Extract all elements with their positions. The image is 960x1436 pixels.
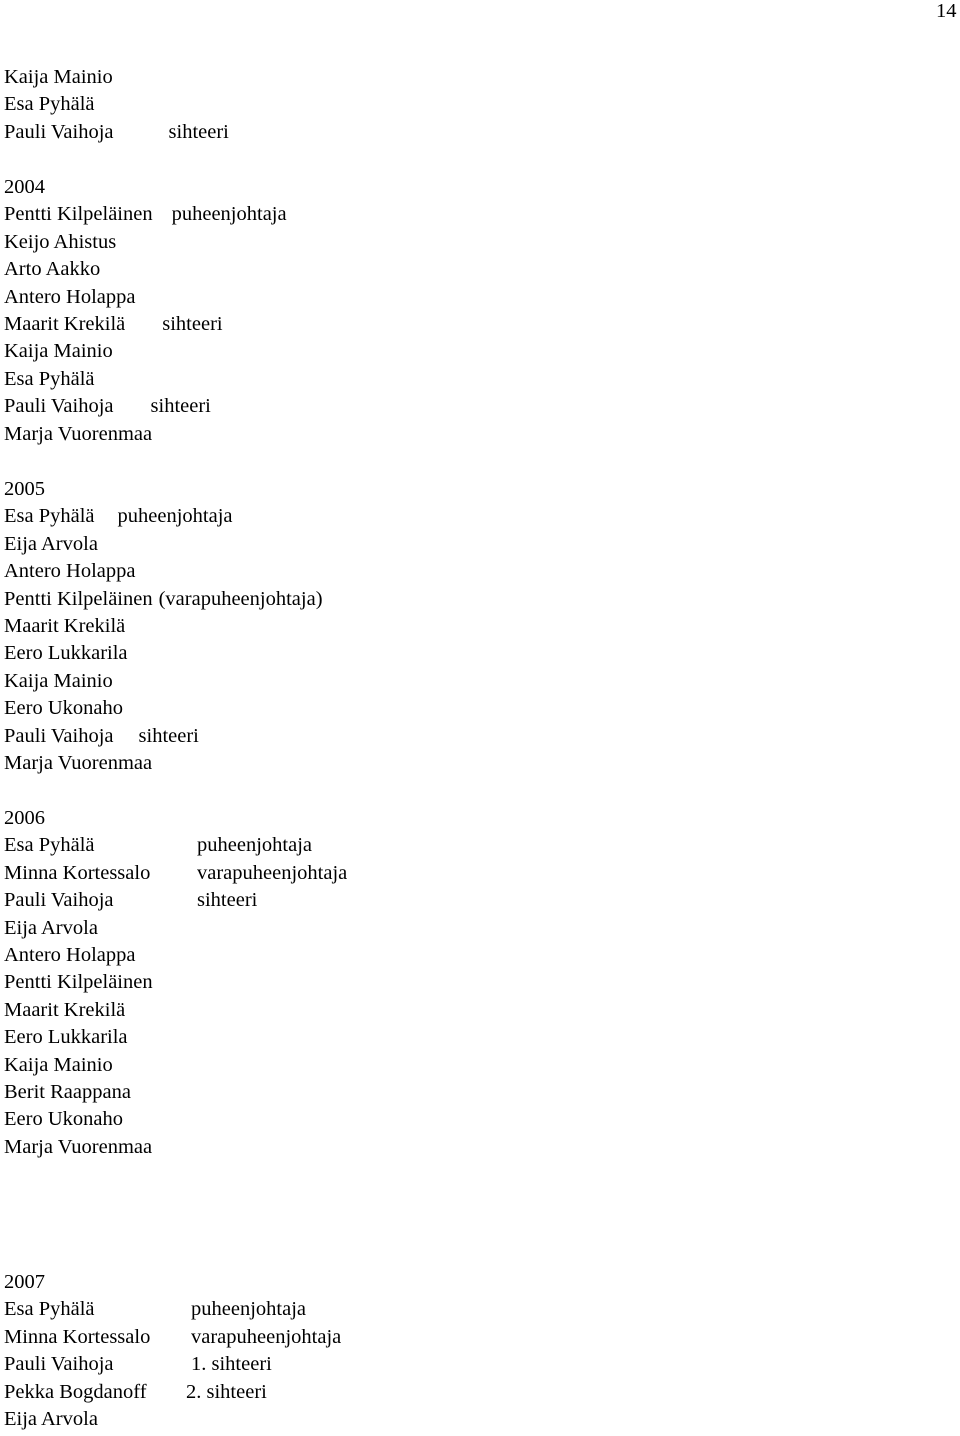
member-name: Minna Kortessalo xyxy=(4,861,151,884)
member-line xyxy=(4,1324,341,1351)
member-line xyxy=(4,969,347,996)
member-name: Esa Pyhälä xyxy=(4,367,95,390)
member-line xyxy=(4,1106,347,1133)
member-line xyxy=(4,64,229,91)
member-name: Pauli Vaihoja xyxy=(4,724,114,747)
member-name: Eija Arvola xyxy=(4,532,98,555)
member-line xyxy=(4,586,323,613)
member-name: Pauli Vaihoja xyxy=(4,1353,114,1376)
member-role: 1. sihteeri xyxy=(191,1353,272,1376)
member-name: Marja Vuorenmaa xyxy=(4,422,153,445)
member-name: Eero Ukonaho xyxy=(4,697,123,720)
member-line xyxy=(4,311,287,338)
member-role: varapuheenjohtaja xyxy=(197,861,348,884)
member-name: Eero Lukkarila xyxy=(4,642,128,665)
member-name: Eija Arvola xyxy=(4,1407,98,1430)
member-name: Pentti Kilpeläinen xyxy=(4,203,153,226)
member-role: (varapuheenjohtaja) xyxy=(158,587,323,610)
member-line xyxy=(4,421,287,448)
member-name: Antero Holappa xyxy=(4,943,136,966)
member-line xyxy=(4,915,347,942)
member-line xyxy=(4,860,347,887)
member-role: puheenjohtaja xyxy=(191,1298,306,1321)
member-line xyxy=(4,366,287,393)
member-name: Maarit Krekilä xyxy=(4,312,126,335)
page-number: 14 xyxy=(936,0,957,22)
member-name: Esa Pyhälä xyxy=(4,505,95,528)
member-line xyxy=(4,201,287,228)
member-line xyxy=(4,256,287,283)
member-role: sihteeri xyxy=(168,120,229,143)
member-role: puheenjohtaja xyxy=(117,505,233,528)
member-line xyxy=(4,942,347,969)
member-role: sihteeri xyxy=(150,395,211,418)
member-line xyxy=(4,91,229,118)
member-line xyxy=(4,1024,347,1051)
member-line xyxy=(4,1134,347,1161)
member-name: Esa Pyhälä xyxy=(4,93,95,116)
member-line xyxy=(4,531,323,558)
continuation-block xyxy=(4,64,229,146)
year-heading: 2006 xyxy=(4,807,45,829)
member-name: Pauli Vaihoja xyxy=(4,889,114,912)
member-line xyxy=(4,1079,347,1106)
member-line xyxy=(4,997,347,1024)
member-line xyxy=(4,1296,341,1323)
member-line xyxy=(4,832,347,859)
year-heading: 2005 xyxy=(4,478,45,500)
member-line xyxy=(4,750,323,777)
member-name: Antero Holappa xyxy=(4,560,136,583)
member-name: Kaija Mainio xyxy=(4,1053,113,1076)
member-name: Marja Vuorenmaa xyxy=(4,1135,153,1158)
member-name: Eero Ukonaho xyxy=(4,1108,123,1131)
member-name: Eija Arvola xyxy=(4,916,98,939)
member-role: puheenjohtaja xyxy=(197,834,312,857)
member-line xyxy=(4,640,323,667)
member-name: Eero Lukkarila xyxy=(4,1026,128,1049)
member-line xyxy=(4,558,323,585)
member-line xyxy=(4,668,323,695)
member-line xyxy=(4,1379,341,1406)
member-line xyxy=(4,503,323,530)
member-line xyxy=(4,393,287,420)
member-line xyxy=(4,338,287,365)
year-heading: 2007 xyxy=(4,1271,45,1293)
member-name: Keijo Ahistus xyxy=(4,230,117,253)
member-role: varapuheenjohtaja xyxy=(191,1325,342,1348)
year-block-2007 xyxy=(4,1269,341,1433)
member-role: 2. sihteeri xyxy=(186,1380,267,1403)
member-name: Minna Kortessalo xyxy=(4,1325,151,1348)
member-name: Pentti Kilpeläinen xyxy=(4,971,153,994)
member-name: Esa Pyhälä xyxy=(4,1298,95,1321)
year-block-2005 xyxy=(4,476,323,777)
member-name: Pauli Vaihoja xyxy=(4,120,114,143)
member-line xyxy=(4,723,323,750)
member-name: Pentti Kilpeläinen xyxy=(4,587,153,610)
member-name: Kaija Mainio xyxy=(4,66,113,88)
member-name: Maarit Krekilä xyxy=(4,614,126,637)
member-name: Kaija Mainio xyxy=(4,340,113,363)
member-name: Pekka Bogdanoff xyxy=(4,1380,147,1403)
year-heading: 2004 xyxy=(4,176,45,198)
year-block-2004 xyxy=(4,174,287,448)
member-line xyxy=(4,229,287,256)
member-name: Esa Pyhälä xyxy=(4,834,95,857)
member-name: Maarit Krekilä xyxy=(4,998,126,1021)
member-line xyxy=(4,1052,347,1079)
member-line xyxy=(4,284,287,311)
member-role: puheenjohtaja xyxy=(171,203,287,226)
member-name: Pauli Vaihoja xyxy=(4,395,114,418)
member-role: sihteeri xyxy=(162,312,223,335)
member-line xyxy=(4,887,347,914)
member-line xyxy=(4,695,323,722)
member-role: sihteeri xyxy=(138,724,199,747)
member-line xyxy=(4,613,323,640)
member-name: Marja Vuorenmaa xyxy=(4,751,153,774)
member-line xyxy=(4,1406,341,1433)
member-name: Antero Holappa xyxy=(4,285,136,308)
member-line xyxy=(4,119,229,146)
member-role: sihteeri xyxy=(197,889,258,912)
member-line xyxy=(4,1351,341,1378)
member-name: Kaija Mainio xyxy=(4,669,113,692)
member-name: Arto Aakko xyxy=(4,258,101,281)
year-block-2006 xyxy=(4,805,347,1161)
member-name: Berit Raappana xyxy=(4,1080,131,1103)
